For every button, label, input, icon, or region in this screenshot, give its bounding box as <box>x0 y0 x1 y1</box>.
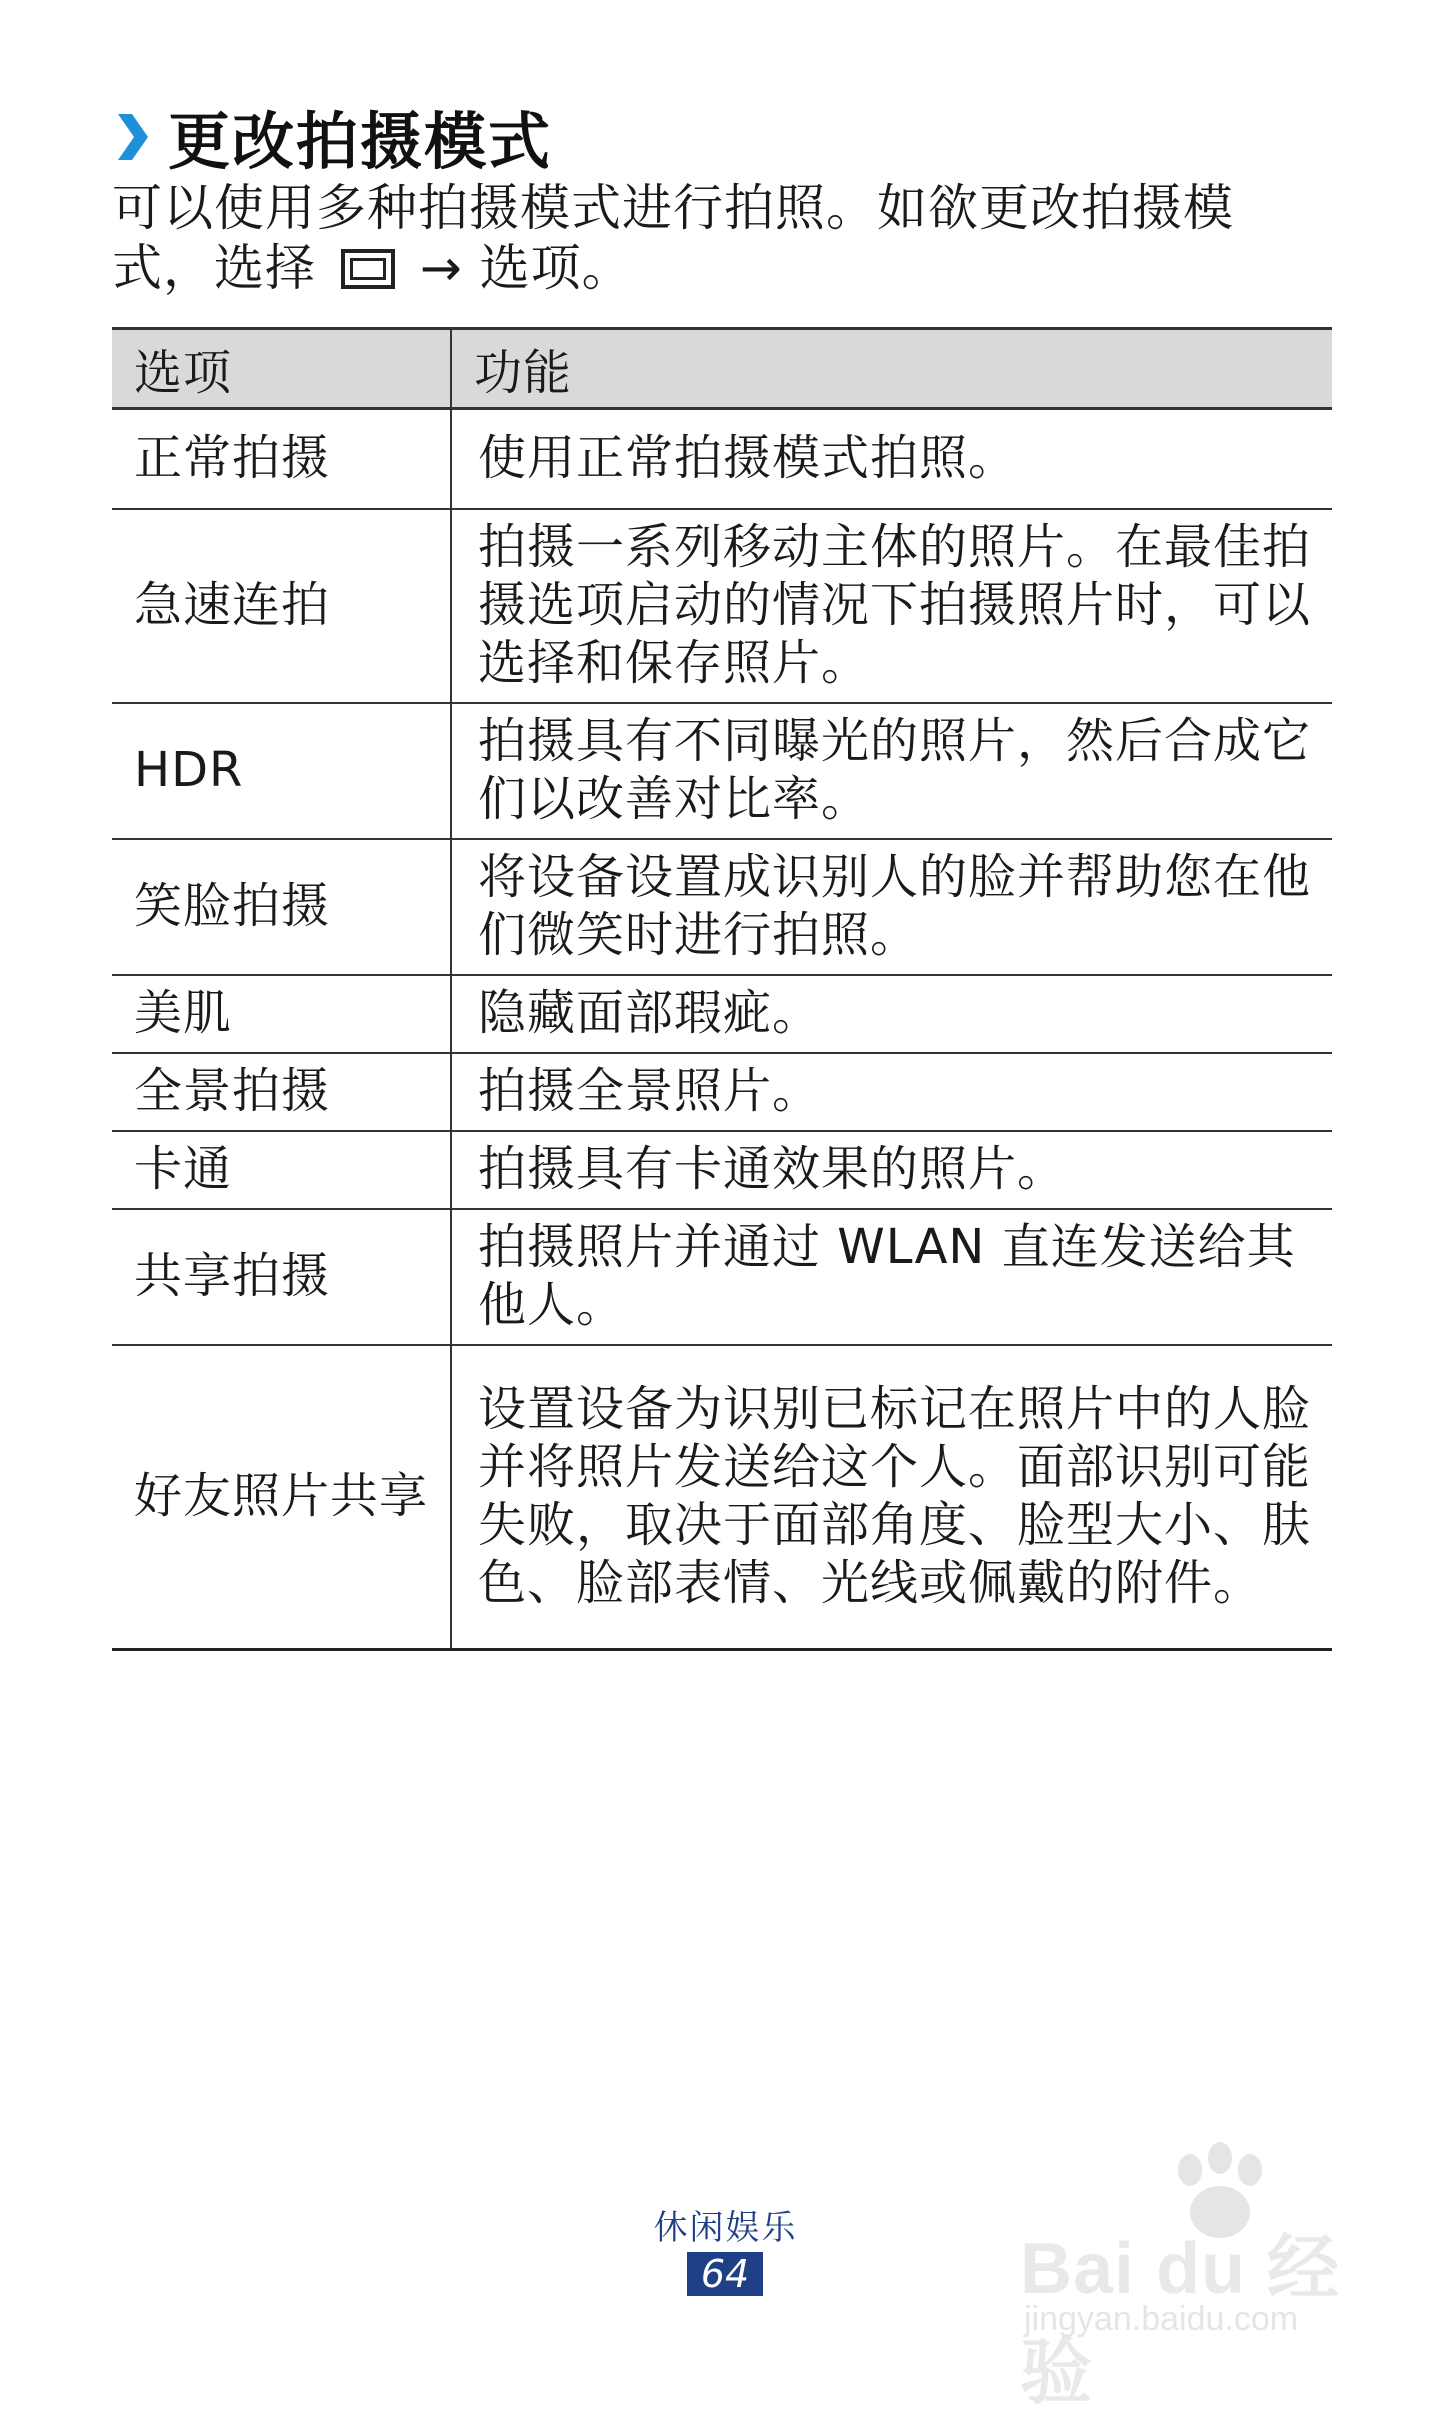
function-cell: 使用正常拍摄模式拍照。 <box>478 429 1018 486</box>
intro-paragraph <box>112 178 1342 298</box>
function-cell: 拍摄照片并通过 WLAN 直连发送给其他人。 <box>478 1218 1296 1333</box>
function-cell: 隐藏面部瑕疵。 <box>478 984 822 1041</box>
header-option: 选项 <box>112 329 451 409</box>
table-header-row <box>112 329 1332 409</box>
function-cell: 拍摄一系列移动主体的照片。在最佳拍摄选项启动的情况下拍摄照片时，可以选择和保存照片。 <box>478 518 1312 691</box>
intro-line-2 <box>112 238 1342 298</box>
option-cell: 全景拍摄 <box>112 1053 451 1131</box>
option-cell: 美肌 <box>112 975 451 1053</box>
option-cell: HDR <box>112 703 451 839</box>
function-cell: 拍摄具有不同曝光的照片，然后合成它们以改善对比率。 <box>478 712 1312 827</box>
function-cell: 拍摄全景照片。 <box>478 1062 822 1119</box>
table-row <box>112 975 1332 1053</box>
option-cell: 正常拍摄 <box>112 409 451 509</box>
intro-line-2-before: 式，选择 <box>112 239 316 297</box>
heading-title: 更改拍摄模式 <box>168 105 553 178</box>
intro-line-1: 可以使用多种拍摄模式进行拍照。如欲更改拍摄模 <box>112 179 1234 237</box>
intro-line-2-after: → 选项。 <box>419 239 633 297</box>
table-row <box>112 1345 1332 1650</box>
function-cell: 设置设备为识别已标记在照片中的人脸并将照片发送给这个人。面部识别可能失败，取决于面部角度、脸型大小、肤色、脸部表情、光线或佩戴的附件。 <box>478 1380 1312 1611</box>
shooting-mode-icon <box>341 249 395 289</box>
section-heading <box>112 92 552 181</box>
option-cell: 好友照片共享 <box>112 1345 451 1650</box>
page-number: 64 <box>687 2252 763 2296</box>
baidu-watermark <box>1020 2140 1350 2413</box>
table-row <box>112 1131 1332 1209</box>
watermark-url: jingyan.baidu.com <box>1024 2300 1299 2338</box>
option-cell: 急速连拍 <box>112 509 451 703</box>
table-row <box>112 839 1332 975</box>
option-cell: 笑脸拍摄 <box>112 839 451 975</box>
table-row <box>112 409 1332 509</box>
function-cell: 拍摄具有卡通效果的照片。 <box>478 1140 1067 1197</box>
chevron-right-icon <box>112 110 152 164</box>
watermark-logo: Bai du 经验 <box>1020 2229 1341 2413</box>
table-row <box>112 1053 1332 1131</box>
footer-section-label: 休闲娱乐 <box>653 2208 798 2248</box>
table-row <box>112 703 1332 839</box>
header-function: 功能 <box>474 345 573 401</box>
option-cell: 共享拍摄 <box>112 1209 451 1345</box>
function-cell: 将设备设置成识别人的脸并帮助您在他们微笑时进行拍照。 <box>478 848 1312 963</box>
table-row <box>112 1209 1332 1345</box>
option-cell: 卡通 <box>112 1131 451 1209</box>
table-row <box>112 509 1332 703</box>
options-table <box>112 327 1332 1651</box>
